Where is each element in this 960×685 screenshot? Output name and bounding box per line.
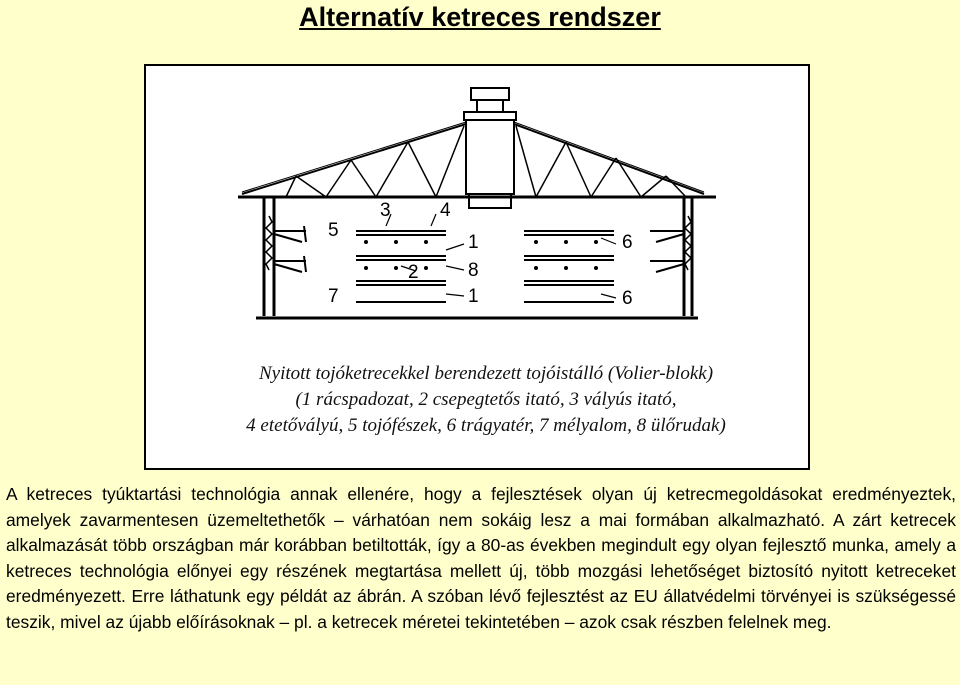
label-3: 3 <box>380 200 391 221</box>
label-1-upper: 1 <box>468 232 479 253</box>
left-nests <box>274 226 306 272</box>
caption-line-2: (1 rácspadozat, 2 csepegtetős itató, 3 vályús itató, <box>295 389 677 410</box>
label-6-lower: 6 <box>622 288 633 309</box>
figure-frame <box>144 64 810 470</box>
body-paragraph: A ketreces tyúktartási technológia annak ellenére, hogy a fejlesztések olyan új ketrecmegoldásokat eredményeztek, amelyek zavarmentesen üzemeltethetők – várhatóan nem sokáig lesz a mai formában alkalmazható. A zárt ketrecek alkalmazását több országban már korábban betiltották, így a 80-as években megindult egy olyan fejlesztő munka, amely a ketreces technológia előnyei egy részének megtartása mellett új, több mozgási lehetőséget biztosító nyitott ketreceket eredményezett. Erre láthatunk egy példát az ábrán. A szóban lévő fejlesztést az EU állatvédelmi törvényei is szükségessé teszik, mivel az újabb előírásoknak – pl. a ketrecek méretei tekintetében – azok csak részben felelnek meg. <box>6 484 956 632</box>
label-6-upper: 6 <box>622 232 633 253</box>
label-2: 2 <box>408 262 419 283</box>
page-title: Alternatív ketreces rendszer <box>299 2 661 32</box>
right-nests <box>650 231 684 272</box>
label-5: 5 <box>328 220 339 241</box>
figure-caption <box>216 361 756 439</box>
label-7-left: 7 <box>328 286 339 307</box>
caption-line-3: 4 etetővályú, 5 tojófészek, 6 trágyatér, 7 mélyalom, 8 ülőrudak) <box>246 415 726 436</box>
label-1-lower: 1 <box>468 286 479 307</box>
caption-line-1: Nyitott tojóketrecekkel berendezett tojóistálló (Volier-blokk) <box>258 363 714 384</box>
chimney-vent <box>464 88 516 208</box>
label-4: 4 <box>440 200 451 221</box>
label-8: 8 <box>468 260 479 281</box>
